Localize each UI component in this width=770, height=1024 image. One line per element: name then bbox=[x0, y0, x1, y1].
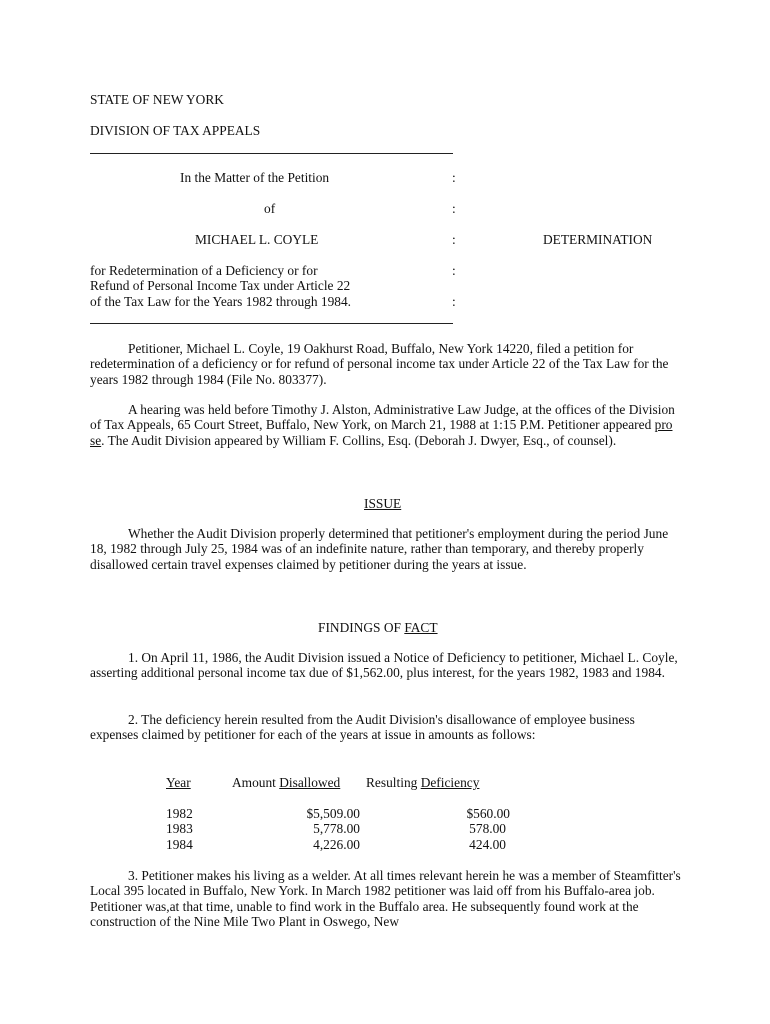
table-cell-deficiency: 424.00 bbox=[469, 837, 506, 852]
division-heading: DIVISION OF TAX APPEALS bbox=[90, 123, 261, 138]
pro-text: pro bbox=[654, 417, 673, 433]
issue-heading: ISSUE bbox=[364, 496, 402, 511]
finding-3: 3. Petitioner makes his living as a welder. At all times relevant herein he was a member of Steamfitter's Local 395 located in Buffalo, New York. In March 1982 petitioner was laid off from his Buffalo-area job. Petitioner was,at that time, unable to find work in the Buffalo area. He subsequently found work at the construction of the Nine Mile Two Plant in Oswego, New bbox=[90, 868, 681, 930]
se-text: se bbox=[90, 432, 102, 448]
table-cell-amount: 4,226.00 bbox=[313, 837, 360, 852]
findings-heading: FINDINGS OF FACT bbox=[318, 620, 438, 635]
table-cell-deficiency: $560.00 bbox=[466, 806, 510, 821]
caption-purpose-line-3: of the Tax Law for the Years 1982 through 1984. bbox=[90, 294, 352, 309]
caption-petitioner-name: MICHAEL L. COYLE bbox=[195, 232, 319, 247]
document-type: DETERMINATION bbox=[543, 232, 653, 247]
caption-top-rule bbox=[90, 153, 453, 154]
finding-2: 2. The deficiency herein resulted from the Audit Division's disallowance of employee business expenses claimed by petitioner for each of the years at issue in amounts as follows: bbox=[90, 712, 635, 743]
table-cell-year: 1983 bbox=[166, 821, 193, 836]
table-cell-amount: $5,509.00 bbox=[306, 806, 360, 821]
table-cell-amount: 5,778.00 bbox=[313, 821, 360, 836]
petition-paragraph: Petitioner, Michael L. Coyle, 19 Oakhurst Road, Buffalo, New York 14220, filed a petition for redetermination of a deficiency or for refund of personal income tax under Article 22 of the Tax Law for the years 1982 through 1984 (File No. 803377). bbox=[90, 341, 669, 387]
hearing-paragraph: A hearing was held before Timothy J. Alston, Administrative Law Judge, at the offices of the Division of Tax Appeals, 65 Court Street, Buffalo, New York, on March 21, 1988 at 1:15 P.M. Petitioner appeared pro se. The Audit Division appeared by William F. Collins, Esq. (Deborah J. Dwyer, Esq., of counsel). bbox=[90, 402, 675, 448]
table-header-amount: Amount Disallowed bbox=[232, 775, 341, 790]
issue-paragraph: Whether the Audit Division properly determined that petitioner's employment during the period June 18, 1982 through July 25, 1984 was of an indefinite nature, rather than temporary, and thereby properly disallowed certain travel expenses claimed by petitioner during the years at issue. bbox=[90, 526, 669, 572]
caption-bottom-rule bbox=[90, 323, 453, 324]
caption-colon: : bbox=[452, 232, 456, 247]
caption-colon: : bbox=[452, 201, 456, 216]
caption-of: of bbox=[264, 201, 276, 216]
table-cell-year: 1984 bbox=[166, 837, 193, 852]
caption-colon: : bbox=[452, 294, 456, 309]
caption-purpose-line-1: for Redetermination of a Deficiency or for bbox=[90, 263, 318, 278]
caption-matter: In the Matter of the Petition bbox=[180, 170, 330, 185]
caption-purpose-line-2: Refund of Personal Income Tax under Article 22 bbox=[90, 278, 351, 293]
table-header-year: Year bbox=[166, 775, 191, 790]
table-header-deficiency: Resulting Deficiency bbox=[366, 775, 480, 790]
caption-colon: : bbox=[452, 170, 456, 185]
table-cell-deficiency: 578.00 bbox=[469, 821, 506, 836]
table-cell-year: 1982 bbox=[166, 806, 193, 821]
state-heading: STATE OF NEW YORK bbox=[90, 92, 224, 107]
finding-1: 1. On April 11, 1986, the Audit Division issued a Notice of Deficiency to petitioner, Michael L. Coyle, asserting additional personal income tax due of $1,562.00, plus interest, for the years 1982, 1983 and 1984. bbox=[90, 650, 678, 681]
caption-colon: : bbox=[452, 263, 456, 278]
